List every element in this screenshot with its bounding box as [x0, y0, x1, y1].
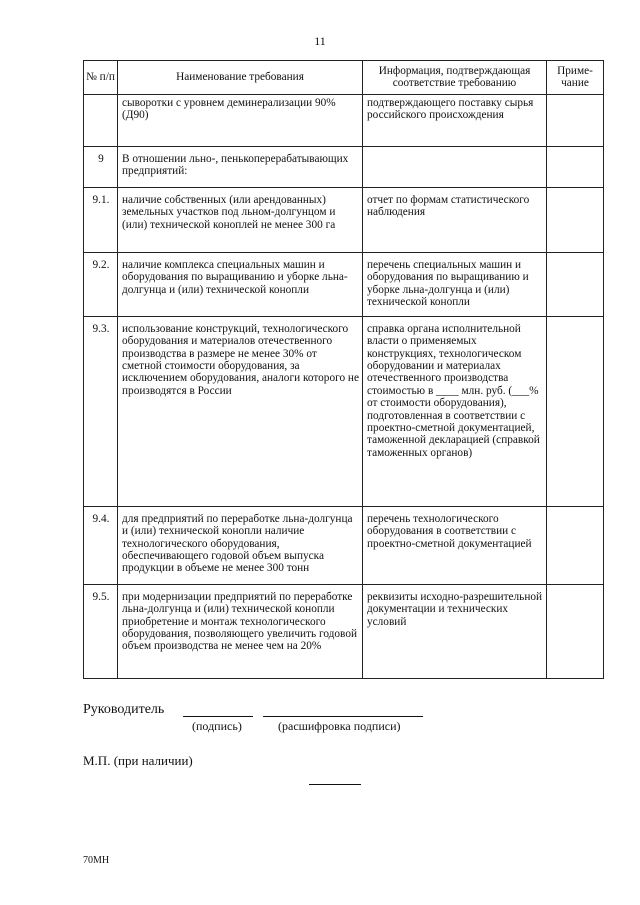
decoding-line — [263, 716, 423, 717]
decoding-caption: (расшифровка подписи) — [278, 719, 401, 733]
form-code: 70МН — [83, 855, 110, 866]
row-name: наличие комплекса специальных машин и оборудования по выращиванию и уборке льна-долгунца и (или) технической конопли — [118, 252, 363, 316]
row-num — [84, 94, 118, 146]
head-label: Руководитель — [83, 702, 165, 717]
page-number: 11 — [314, 34, 326, 48]
row-note — [547, 146, 604, 187]
row-num: 9.2. — [84, 252, 118, 316]
signature-line — [183, 716, 253, 717]
seal-label: М.П. (при наличии) — [83, 753, 193, 768]
header-info: Информация, подтверждающая соответствие требованию — [363, 61, 547, 95]
table-row — [84, 187, 604, 252]
row-note — [547, 252, 604, 316]
row-name: наличие собственных (или арендованных) земельных участков под льном-долгунцом и (или) технической коноплей не менее 300 га — [118, 187, 363, 252]
header-num: № п/п — [84, 61, 118, 95]
table-row — [84, 316, 604, 506]
row-note — [547, 187, 604, 252]
table-header-row — [84, 61, 604, 95]
row-num: 9.5. — [84, 584, 118, 678]
table-row — [84, 584, 604, 678]
table-row — [84, 252, 604, 316]
signature-caption: (подпись) — [192, 719, 242, 733]
row-note — [547, 584, 604, 678]
header-name: Наименование требования — [118, 61, 363, 95]
table-row — [84, 506, 604, 584]
row-info — [363, 146, 547, 187]
row-note — [547, 506, 604, 584]
row-num: 9.3. — [84, 316, 118, 506]
row-info: отчет по формам статистического наблюдения — [363, 187, 547, 252]
row-info: перечень технологического оборудования в соответствии с проектно-сметной документацией — [363, 506, 547, 584]
row-name: для предприятий по переработке льна-долгунца и (или) технической конопли наличие технологического оборудования, обеспечивающего годовой объем выпуска продукции в объеме не менее 300 тонн — [118, 506, 363, 584]
row-name: использование конструкций, технологического оборудования и материалов отечественного производства в размере не менее 30% от сметной стоимости оборудования, за исключением оборудования, аналоги которого не производятся в России — [118, 316, 363, 506]
table-row — [84, 94, 604, 146]
header-note: Приме-чание — [547, 61, 604, 95]
requirements-table — [83, 60, 604, 679]
table-row — [84, 146, 604, 187]
separator-line — [309, 784, 361, 785]
row-info: подтверждающего поставку сырья российского происхождения — [363, 94, 547, 146]
row-name: В отношении льно-, пенькоперерабатывающих предприятий: — [118, 146, 363, 187]
row-num: 9.1. — [84, 187, 118, 252]
row-info: реквизиты исходно-разрешительной документации и технических условий — [363, 584, 547, 678]
row-info: перечень специальных машин и оборудования по выращиванию и уборке льна-долгунца и (или) технической конопли — [363, 252, 547, 316]
row-name: при модернизации предприятий по переработке льна-долгунца и (или) технической конопли приобретение и монтаж технологического оборудования, позволяющего увеличить годовой объем производства не менее чем на 20% — [118, 584, 363, 678]
row-name: сыворотки с уровнем деминерализации 90% (Д90) — [118, 94, 363, 146]
row-note — [547, 316, 604, 506]
row-note — [547, 94, 604, 146]
row-num: 9.4. — [84, 506, 118, 584]
row-num: 9 — [84, 146, 118, 187]
row-info: справка органа исполнительной власти о применяемых конструкциях, технологическом оборудовании и материалах отечественного производства стоимостью в ____ млн. руб. (___% от стоимости оборудования), подготовленная в соответствии с проектно-сметной документацией, таможенной декларацией (справкой таможенных органов) — [363, 316, 547, 506]
